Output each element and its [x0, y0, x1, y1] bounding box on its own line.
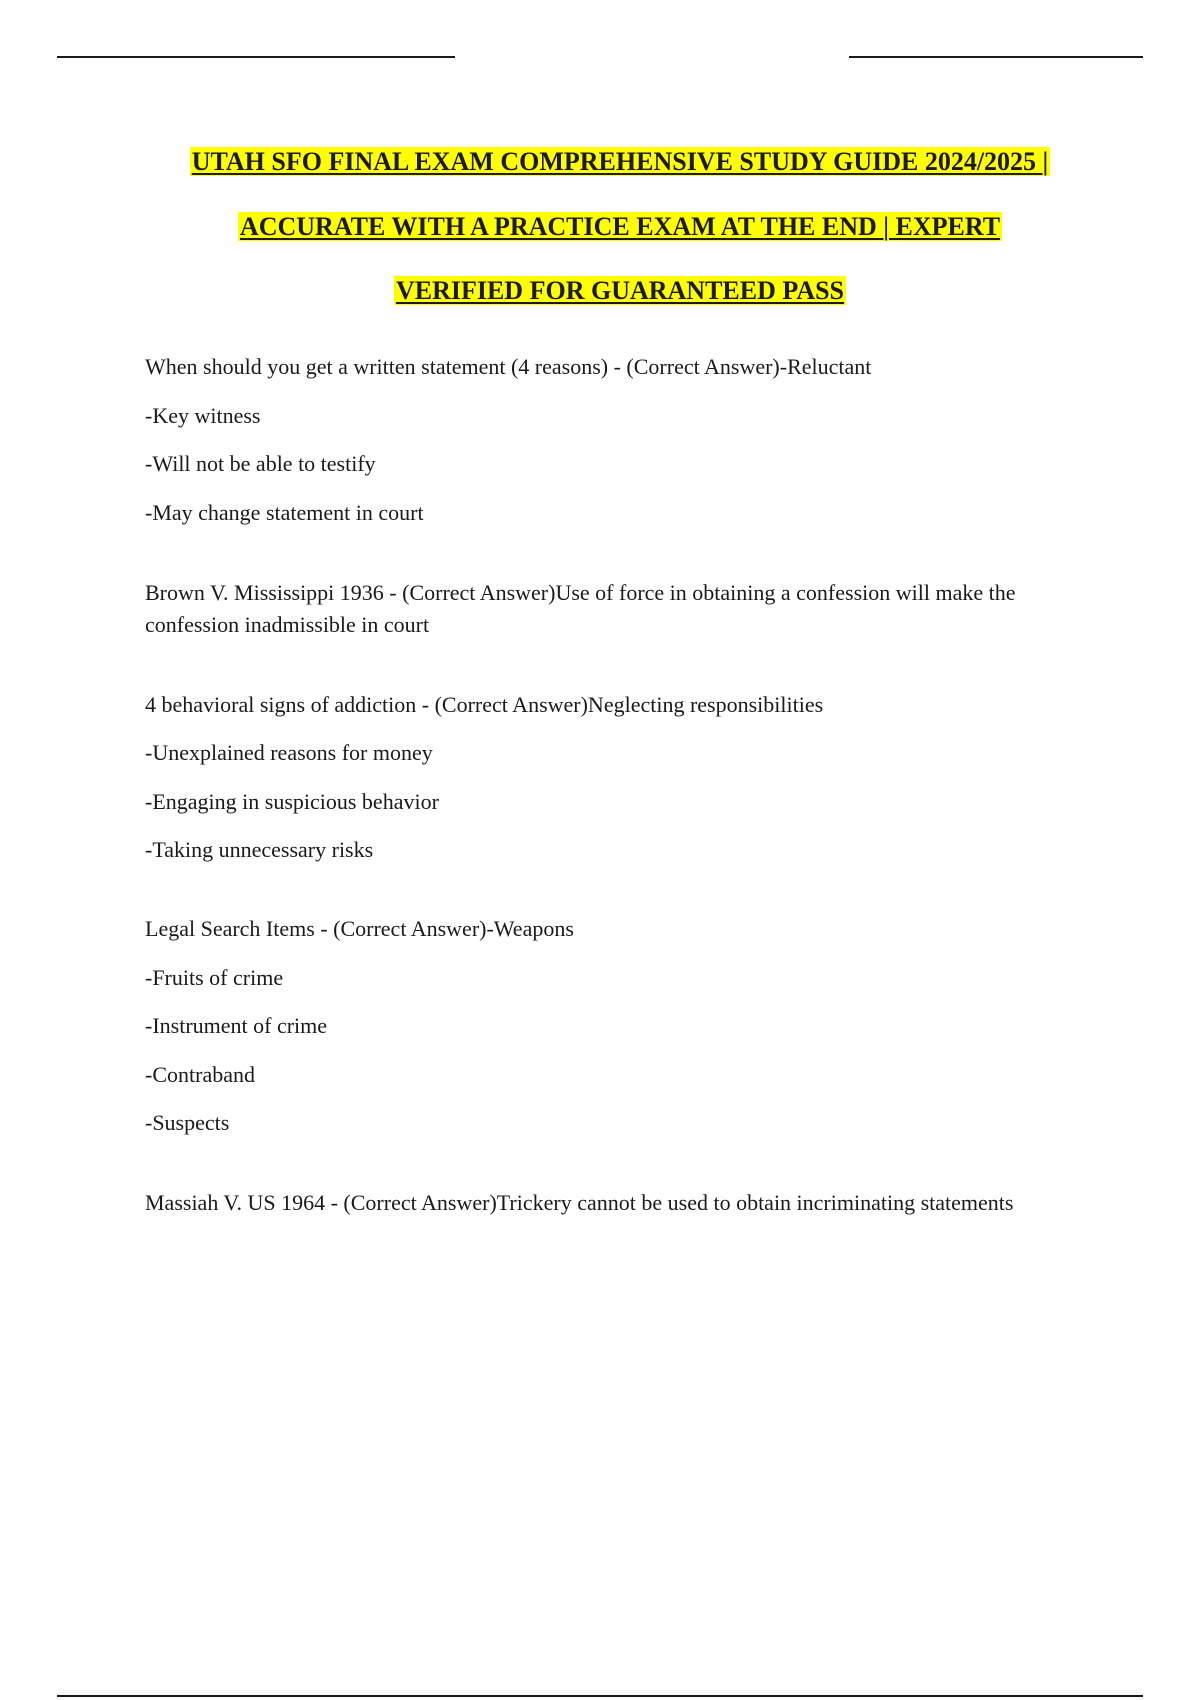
footer-rule: [57, 1695, 1143, 1697]
qa-answer-line: -Unexplained reasons for money: [145, 740, 433, 765]
title-line: UTAH SFO FINAL EXAM COMPREHENSIVE STUDY GUIDE 2024/2025 |: [191, 147, 1049, 176]
qa-item-addiction-signs: [145, 690, 1080, 866]
title-line: VERIFIED FOR GUARANTEED PASS: [395, 276, 845, 305]
qa-item-massiah-v-us: [145, 1187, 1080, 1219]
document-title: [120, 142, 1120, 336]
qa-answer-line: -Fruits of crime: [145, 964, 284, 990]
qa-answer-line: -Contraband: [145, 1061, 255, 1087]
qa-item-legal-search-items: [145, 914, 1080, 1138]
qa-answer-line: -Key witness: [145, 402, 261, 428]
qa-item-brown-v-mississippi: [145, 577, 1080, 641]
study-guide-content: [145, 352, 1080, 1268]
qa-answer-line: -Suspects: [145, 1110, 230, 1135]
qa-item-written-statement: [145, 352, 1080, 528]
qa-answer-line: -Taking unnecessary risks: [145, 837, 374, 862]
qa-answer-line: -Will not be able to testify: [145, 451, 376, 476]
header-rule-left: [57, 56, 455, 58]
qa-question: When should you get a written statement (4 reasons) - (Correct Answer)-Reluctant: [145, 354, 872, 379]
qa-question: 4 behavioral signs of addiction - (Correct Answer)Neglecting responsibilities: [145, 691, 824, 717]
qa-text: Brown V. Mississippi 1936 - (Correct Answer)Use of force in obtaining a confession will make the confession inadmissible in court: [145, 579, 1016, 637]
title-line: ACCURATE WITH A PRACTICE EXAM AT THE END | EXPERT: [239, 211, 1001, 241]
qa-answer-line: -Instrument of crime: [145, 1013, 328, 1038]
qa-text: Massiah V. US 1964 - (Correct Answer)Trickery cannot be used to obtain incriminating statements: [145, 1190, 1014, 1215]
qa-question: Legal Search Items - (Correct Answer)-Weapons: [145, 916, 574, 941]
header-rule-right: [849, 56, 1143, 58]
qa-answer-line: -Engaging in suspicious behavior: [145, 788, 439, 814]
qa-answer-line: -May change statement in court: [145, 499, 424, 525]
